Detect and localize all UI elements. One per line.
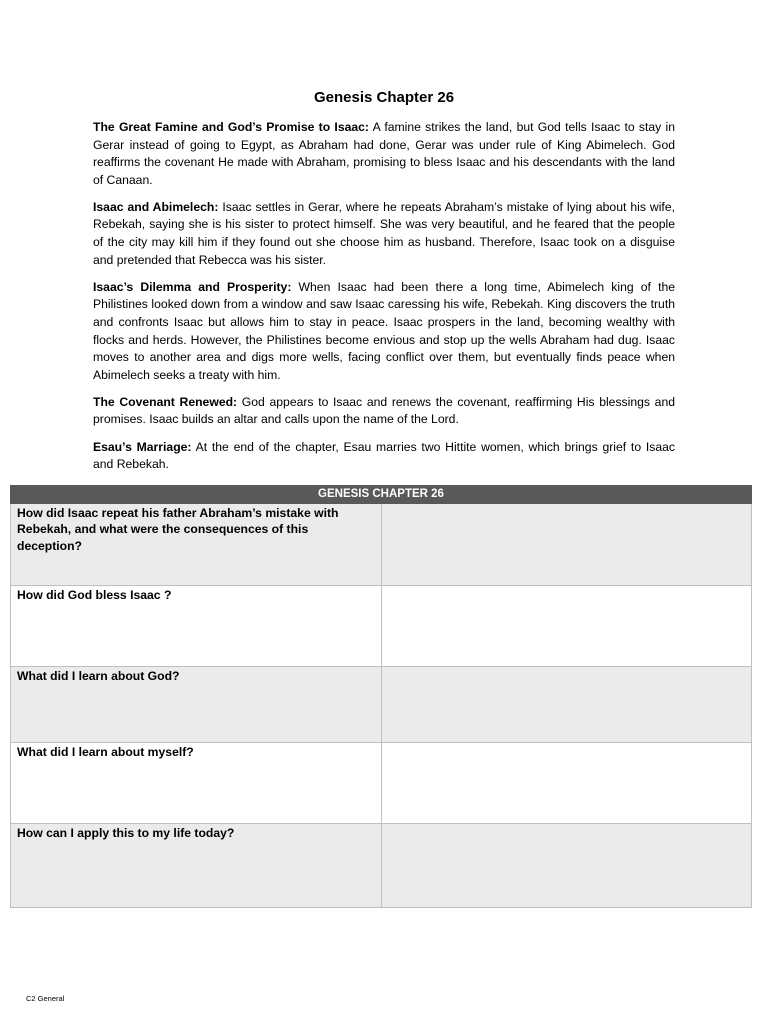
- question-cell: How did Isaac repeat his father Abraham’s mistake with Rebekah, and what were the consequences of this deception?: [11, 504, 382, 586]
- section-text: When Isaac had been there a long time, Abimelech king of the Philistines looked down from a window and saw Isaac caressing his wife, Rebekah. King discovers the truth and confronts Isaac but allows him to stay in peace. Isaac prospers in the land, becoming wealthy with flocks and herds. However, the Philistines become envious and stop up the wells Abraham had dug. Isaac moves to another area and digs more wells, facing conflict over them, but eventually finds peace when Abimelech seeks a treaty with him.: [93, 279, 676, 382]
- section-heading: Isaac’s Dilemma and Prosperity:: [93, 279, 292, 294]
- answer-cell[interactable]: [381, 504, 752, 586]
- table-row: [11, 743, 752, 824]
- question-cell: How can I apply this to my life today?: [11, 824, 382, 908]
- question-cell: What did I learn about God?: [11, 667, 382, 743]
- question-cell: What did I learn about myself?: [11, 743, 382, 824]
- reflection-table: [10, 485, 752, 908]
- answer-cell[interactable]: [381, 824, 752, 908]
- section-text: At the end of the chapter, Esau marries two Hittite women, which brings grief to Isaac and Rebekah.: [93, 439, 675, 472]
- summary-paragraph: [93, 119, 675, 189]
- section-text: A famine strikes the land, but God tells Isaac to stay in Gerar instead of going to Egypt, as Abraham had done, Gerar was under rule of King Abimelech. God reaffirms the covenant He made with Abraham, promising to bless Isaac and his descendants with the land of Canaan.: [93, 120, 675, 187]
- summary-paragraph: [93, 199, 675, 269]
- answer-cell[interactable]: [381, 586, 752, 667]
- classification-label: C2 General: [26, 994, 65, 1003]
- section-text: God appears to Isaac and renews the covenant, reaffirming His blessings and promises. Isaac builds an altar and calls upon the name of the Lord.: [93, 394, 676, 427]
- table-row: [11, 586, 752, 667]
- page-title: Genesis Chapter 26: [313, 89, 455, 106]
- question-cell: How did God bless Isaac ?: [11, 586, 382, 667]
- table-header: GENESIS CHAPTER 26: [11, 486, 752, 504]
- summary-paragraph: [93, 279, 675, 385]
- table-row: [11, 667, 752, 743]
- chapter-summary: [93, 119, 675, 483]
- answer-cell[interactable]: [381, 667, 752, 743]
- summary-paragraph: [93, 394, 675, 429]
- table-row: [11, 824, 752, 908]
- section-heading: The Covenant Renewed:: [93, 394, 238, 409]
- answer-cell[interactable]: [381, 743, 752, 824]
- table-row: [11, 504, 752, 586]
- table-header-row: [11, 486, 752, 504]
- section-heading: Esau’s Marriage:: [93, 439, 192, 454]
- summary-paragraph: [93, 439, 675, 474]
- section-heading: Isaac and Abimelech:: [93, 199, 219, 214]
- section-heading: The Great Famine and God’s Promise to Isaac:: [93, 120, 369, 134]
- section-text: Isaac settles in Gerar, where he repeats Abraham’s mistake of lying about his wife, Rebekah, saying she is his sister to protect himself. She was very beautiful, and he feared that the people of the city may kill him if they found out she choose him as husband. Therefore, Isaac took on a disguise and pretended that Rebecca was his sister.: [93, 199, 675, 267]
